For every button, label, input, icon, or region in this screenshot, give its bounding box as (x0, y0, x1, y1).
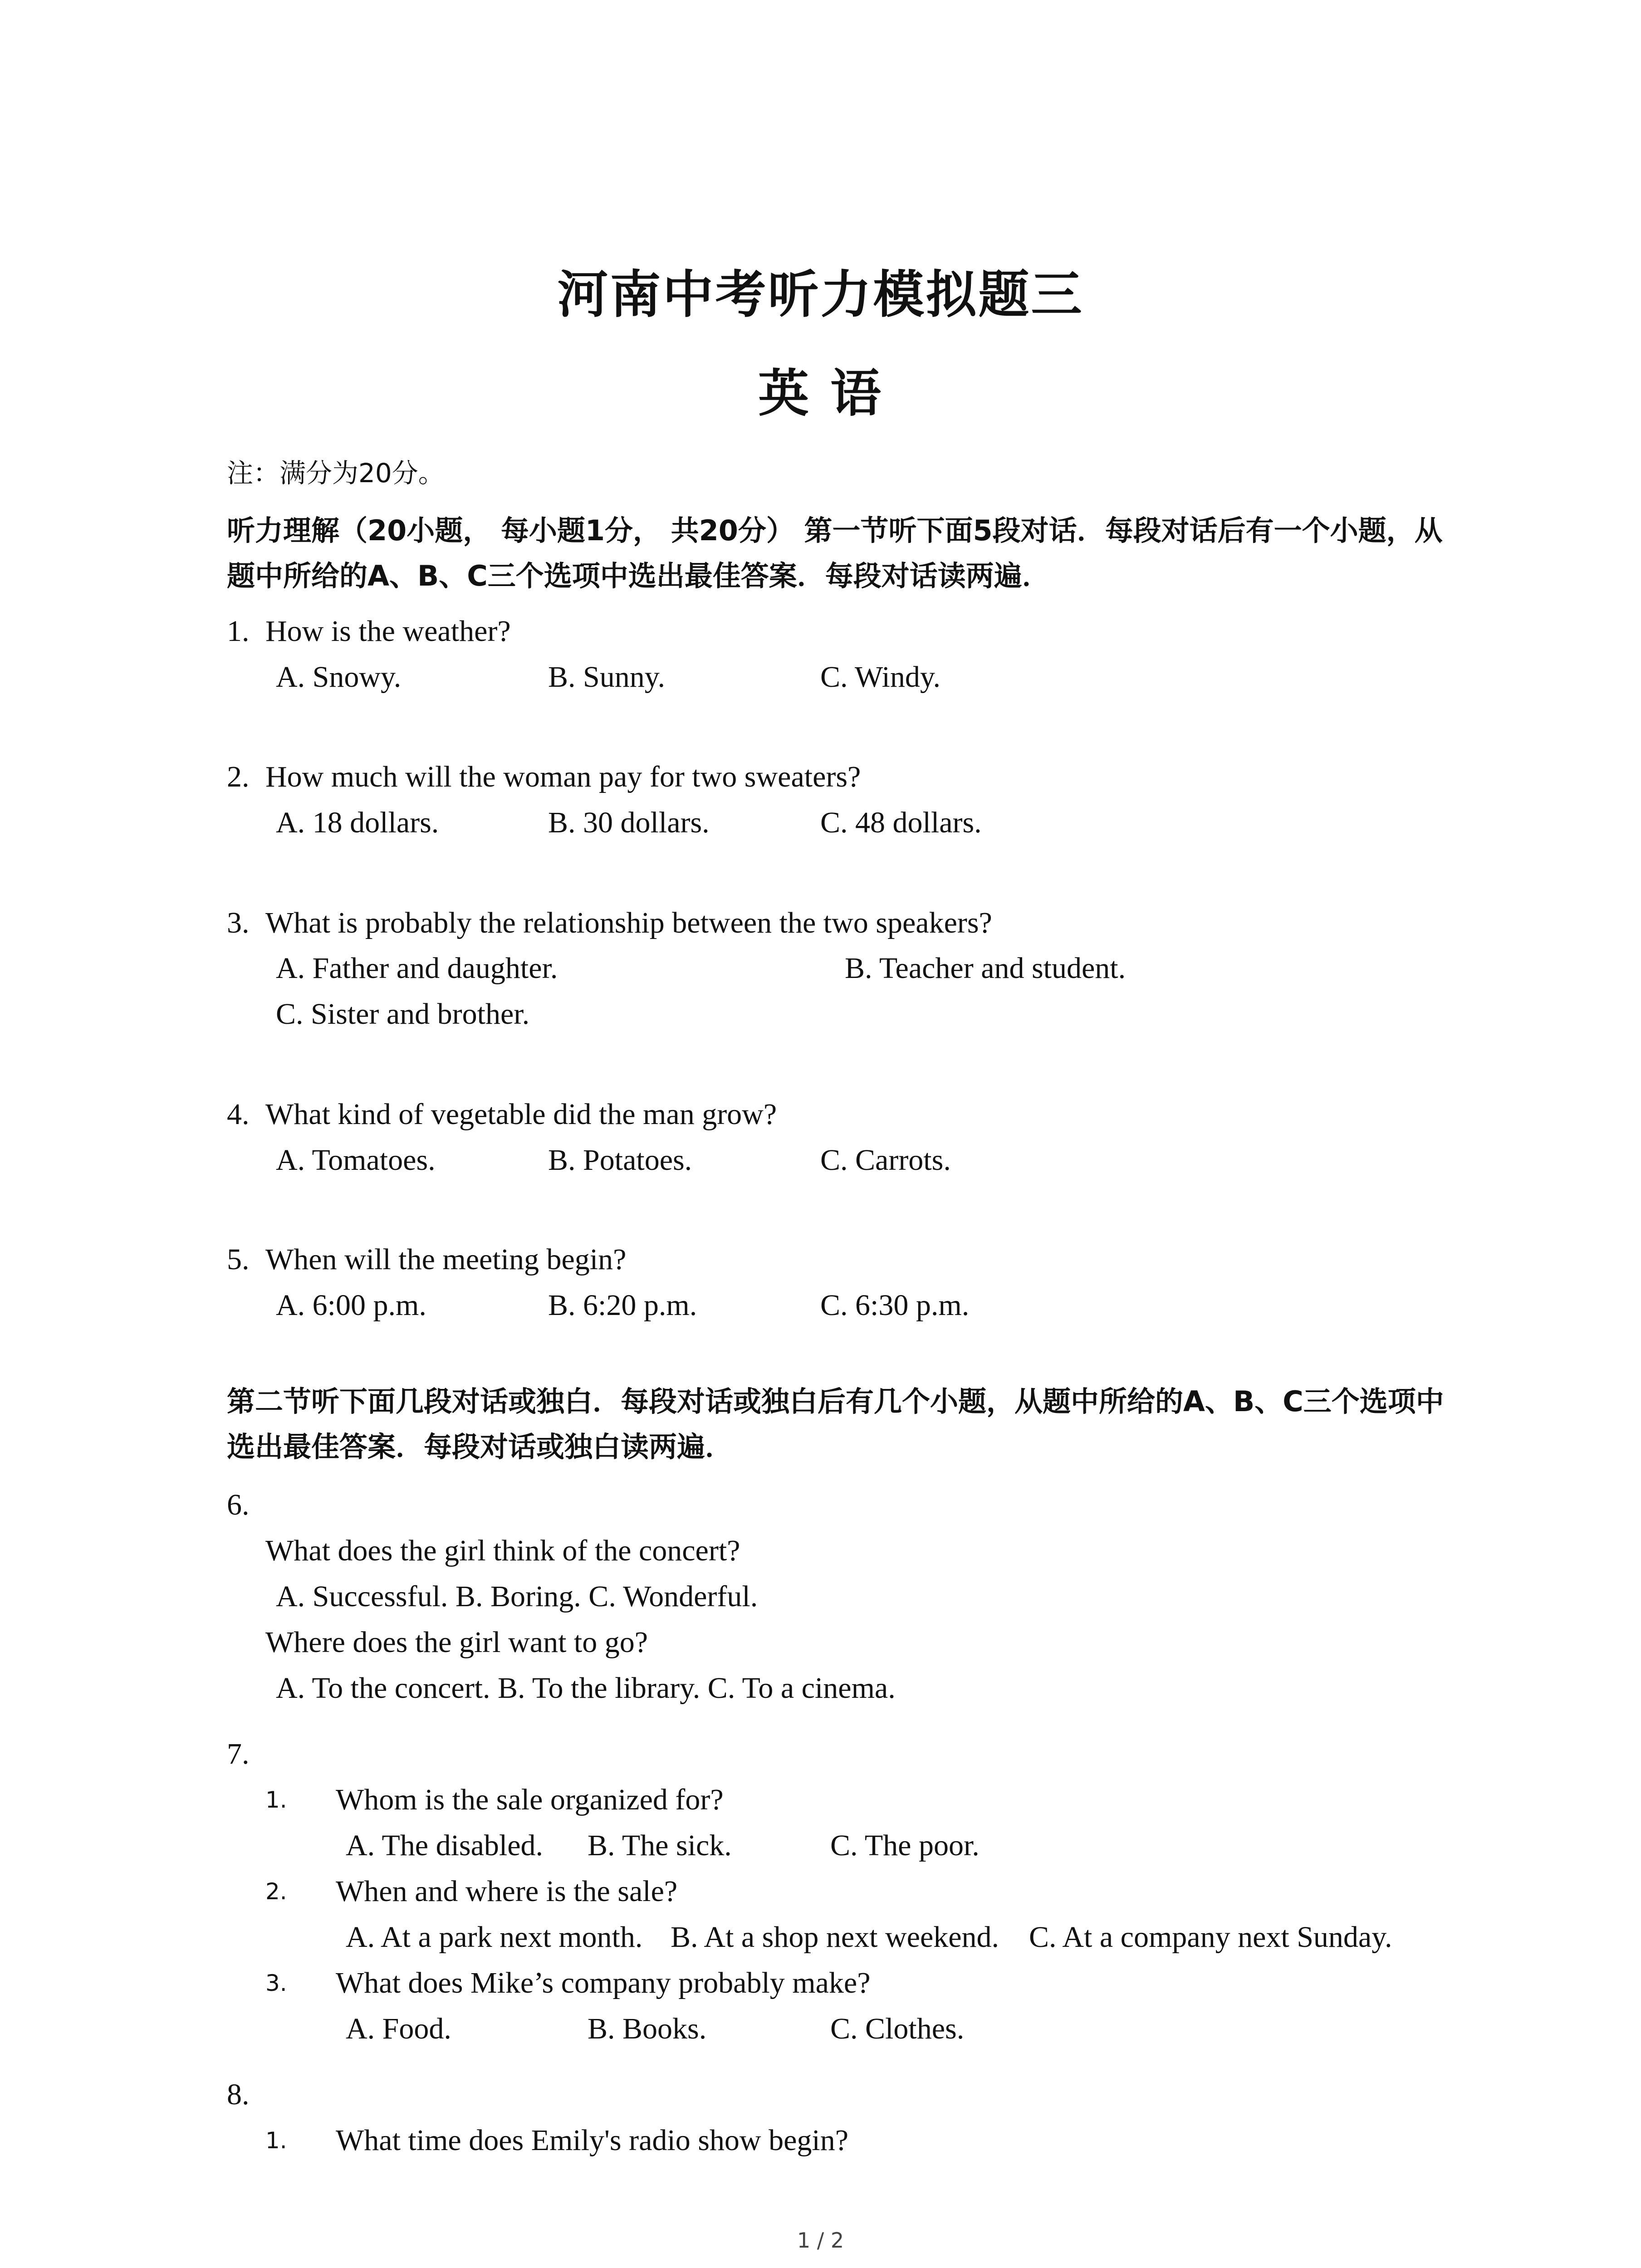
subject-title: 英 语 (758, 364, 883, 423)
option-a: A. 6:00 p.m. (276, 1289, 426, 1322)
options-line: A. To the concert. B. To the library. C. To a cinema. (276, 1672, 896, 1705)
section-1-instruction: 听力理解（20小题， 每小题1分， 共20分） 第一节听下面5段对话．每段对话后有一个小题，从题中所给的A、B、C三个选项中选出最佳答案．每段对话读两遍． (227, 514, 1443, 592)
option-b: B. Potatoes. (548, 1144, 692, 1177)
question-text: How much will the woman pay for two sweaters? (265, 760, 861, 793)
option-c: C. The poor. (830, 1829, 980, 1862)
question-text: What kind of vegetable did the man grow? (265, 1098, 777, 1131)
option-a: A. 18 dollars. (276, 806, 439, 839)
question-number: 5. (227, 1243, 250, 1276)
option-a: A. Father and daughter. (276, 952, 558, 985)
option-c: C. Windy. (820, 660, 941, 694)
page-number: 1 / 2 (797, 2228, 844, 2253)
question-text: When and where is the sale? (336, 1875, 678, 1908)
option-b: B. Teacher and student. (845, 952, 1126, 985)
group-number: 7. (227, 1737, 250, 1770)
option-b: B. The sick. (588, 1829, 732, 1862)
option-c: C. 48 dollars. (820, 806, 982, 839)
question-text: What does Mike’s company probably make? (336, 1966, 871, 1999)
option-c: C. Sister and brother. (276, 997, 530, 1031)
question-text: How is the weather? (265, 615, 511, 648)
group-number: 6. (227, 1488, 250, 1521)
sub-question-number: 1. (265, 2127, 287, 2154)
option-a: A. Snowy. (276, 660, 402, 694)
section-2-instruction: 第二节听下面几段对话或独白．每段对话或独白后有几个小题，从题中所给的A、B、C三个选项中选出最佳答案．每段对话或独白读两遍． (227, 1385, 1444, 1463)
option-b: B. 30 dollars. (548, 806, 710, 839)
question-text: Whom is the sale organized for? (336, 1783, 724, 1816)
question-text: What does the girl think of the concert? (265, 1534, 740, 1567)
options-line: A. Successful. B. Boring. C. Wonderful. (276, 1580, 758, 1613)
question-number: 1. (227, 615, 250, 648)
option-a: A. At a park next month. (346, 1921, 643, 1954)
option-c: C. Carrots. (820, 1144, 951, 1177)
score-note: 注：满分为20分。 (227, 458, 445, 489)
question-number: 4. (227, 1098, 250, 1131)
option-a: A. Tomatoes. (276, 1144, 436, 1177)
sub-question-number: 3. (265, 1970, 287, 1996)
option-b: B. Sunny. (548, 660, 665, 694)
question-text: Where does the girl want to go? (265, 1626, 648, 1659)
option-c: C. 6:30 p.m. (820, 1289, 970, 1322)
document-title: 河南中考听力模拟题三 (557, 265, 1084, 324)
question-text: What time does Emily's radio show begin? (336, 2124, 848, 2157)
option-b: B. 6:20 p.m. (548, 1289, 697, 1322)
option-b: B. Books. (588, 2012, 707, 2045)
option-a: A. Food. (346, 2012, 451, 2045)
question-number: 2. (227, 760, 250, 793)
option-c: C. Clothes. (830, 2012, 965, 2045)
option-b: B. At a shop next weekend. (671, 1921, 999, 1954)
question-text: What is probably the relationship between the two speakers? (265, 906, 992, 939)
option-c: C. At a company next Sunday. (1029, 1921, 1392, 1954)
question-number: 3. (227, 906, 250, 939)
question-text: When will the meeting begin? (265, 1243, 627, 1276)
option-a: A. The disabled. (346, 1829, 544, 1862)
sub-question-number: 2. (265, 1878, 287, 1905)
group-number: 8. (227, 2078, 250, 2111)
sub-question-number: 1. (265, 1787, 287, 1813)
